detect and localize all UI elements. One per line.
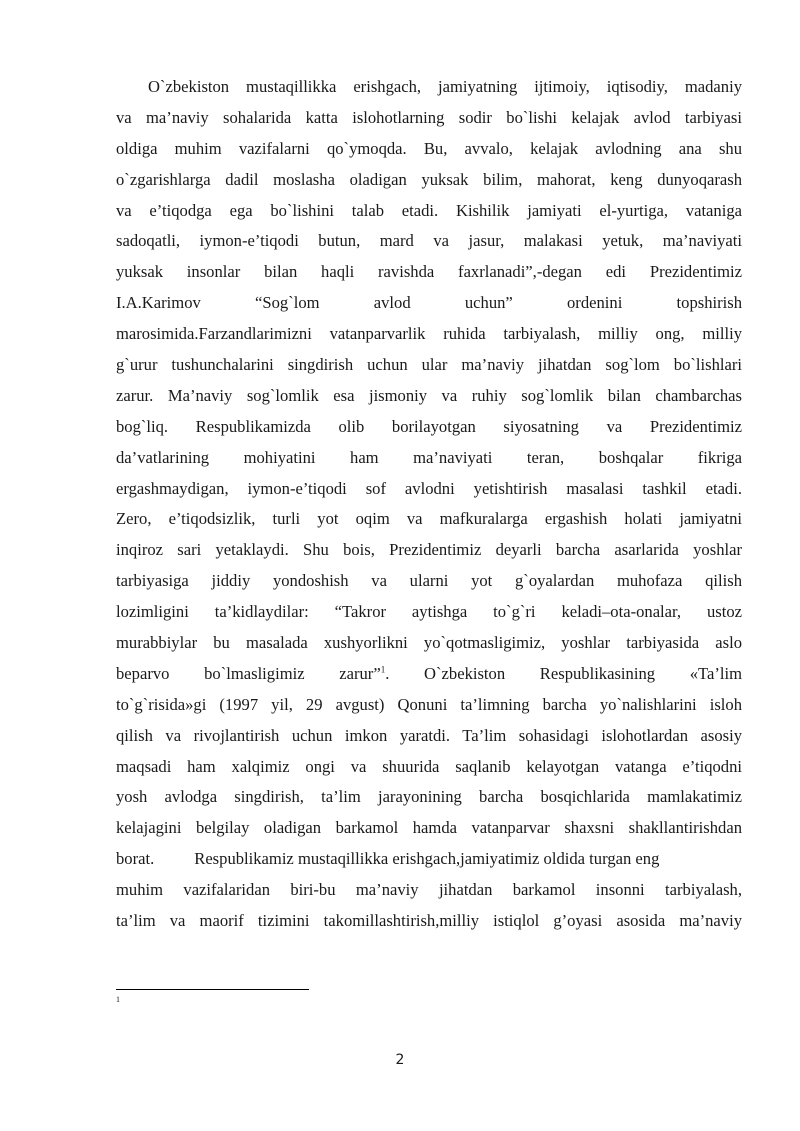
text-segment: beparvo bo`lmasligimiz zarur”: [116, 663, 381, 683]
text-line: yosh avlodga singdirish, ta’lim jarayonining barcha bosqichlarida mamlakatimiz: [116, 787, 742, 807]
text-line: inqiroz sari yetaklaydi. Shu bois, Prezidentimiz deyarli barcha asarlarida yoshlar: [116, 540, 742, 560]
text-segment: borat.: [116, 849, 155, 869]
text-line: o`zgarishlarga dadil moslasha oladigan yuksak bilim, mahorat, keng dunyoqarash: [116, 169, 742, 189]
text-line: lozimligini ta’kidlaydilar: “Takror aytishga to`g`ri keladi–ota-onalar, ustoz: [116, 602, 742, 622]
text-line: I.A.Karimov “Sog`lom avlod uchun” ordenini topshirish: [116, 293, 742, 313]
text-line: qilish va rivojlantirish uchun imkon yaratdi. Ta’lim sohasidagi islohotlardan asosiy: [116, 725, 742, 745]
text-segment: O`zbekiston Respublikasining «Ta’lim: [424, 663, 742, 683]
text-line: va e’tiqodga ega bo`lishini talab etadi. Kishilik jamiyati el-yurtiga, vataniga: [116, 200, 742, 220]
text-line: ta’lim va maorif tizimini takomillashtirish,milliy istiqlol g’oyasi asosida ma’naviy: [116, 911, 742, 931]
text-line: [116, 844, 742, 875]
text-line: Zero, e’tiqodsizlik, turli yot oqim va mafkuralarga ergashish holati jamiyatni: [116, 509, 742, 529]
page-number: 2: [395, 1052, 405, 1068]
footnote-reference[interactable]: 1: [380, 664, 386, 675]
text-line-with-footnote: beparvo bo`lmasligimiz zarur”$^1$. O`zbekiston Respublikasining «Ta’lim: [116, 663, 742, 683]
text-line: oldiga muhim vazifalarni qo`ymoqda. Bu, avvalo, kelajak avlodning ana shu: [116, 138, 742, 158]
text-line: O`zbekiston mustaqillikka erishgach, jamiyatning ijtimoiy, iqtisodiy, madaniy: [148, 77, 742, 96]
text-line: maqsadi ham xalqimiz ongi va shuurida saqlanib kelayotgan vatanga e’tiqodni: [116, 756, 742, 776]
text-segment: Respublikamiz mustaqillikka erishgach,jamiyatimiz oldida turgan eng: [194, 849, 660, 869]
body-text: [116, 72, 742, 937]
text-line: kelajagini belgilay oladigan barkamol hamda vatanparvar shaxsni shakllantirishdan: [116, 818, 742, 838]
text-line: muhim vazifalaridan biri-bu ma’naviy jihatdan barkamol insonni tarbiyalash,: [116, 880, 742, 900]
text-line: da’vatlarining mohiyatini ham ma’naviyati teran, boshqalar fikriga: [116, 447, 742, 467]
text-line: murabbiylar bu masalada xushyorlikni yo`qotmasligimiz, yoshlar tarbiyasida aslo: [116, 633, 742, 653]
text-line: va ma’naviy sohalarida katta islohotlarning sodir bo`lishi kelajak avlod tarbiyasi: [116, 107, 742, 127]
text-line: to`g`risida»gi (1997 yil, 29 avgust) Qonuni ta’limning barcha yo`nalishlarini isloh: [116, 694, 742, 714]
text-line: marosimida.Farzandlarimizni vatanparvarlik ruhida tarbiyalash, milliy ong, milliy: [116, 324, 742, 344]
text-line: tarbiyasiga jiddiy yondoshish va ularni yot g`oyalardan muhofaza qilish: [116, 571, 742, 591]
text-line: sadoqatli, iymon-e’tiqodi butun, mard va jasur, malakasi yetuk, ma’naviyati: [116, 231, 742, 251]
text-line: bog`liq. Respublikamizda olib borilayotgan siyosatning va Prezidentimiz: [116, 416, 742, 436]
footnote-number: 1: [116, 995, 120, 1004]
text-line: g`urur tushunchalarini singdirish uchun ular ma’naviy jihatdan sog`lom bo`lishlari: [116, 355, 742, 375]
text-line: ergashmaydigan, iymon-e’tiqodi sof avlodni yetishtirish masalasi tashkil etadi.: [116, 478, 742, 498]
footnote-separator: [116, 989, 309, 990]
text-line: zarur. Ma’naviy sog`lomlik esa jismoniy va ruhiy sog`lomlik bilan chambarchas: [116, 385, 742, 405]
text-line: yuksak insonlar bilan haqli ravishda faxrlanadi”,-degan edi Prezidentimiz: [116, 262, 742, 282]
